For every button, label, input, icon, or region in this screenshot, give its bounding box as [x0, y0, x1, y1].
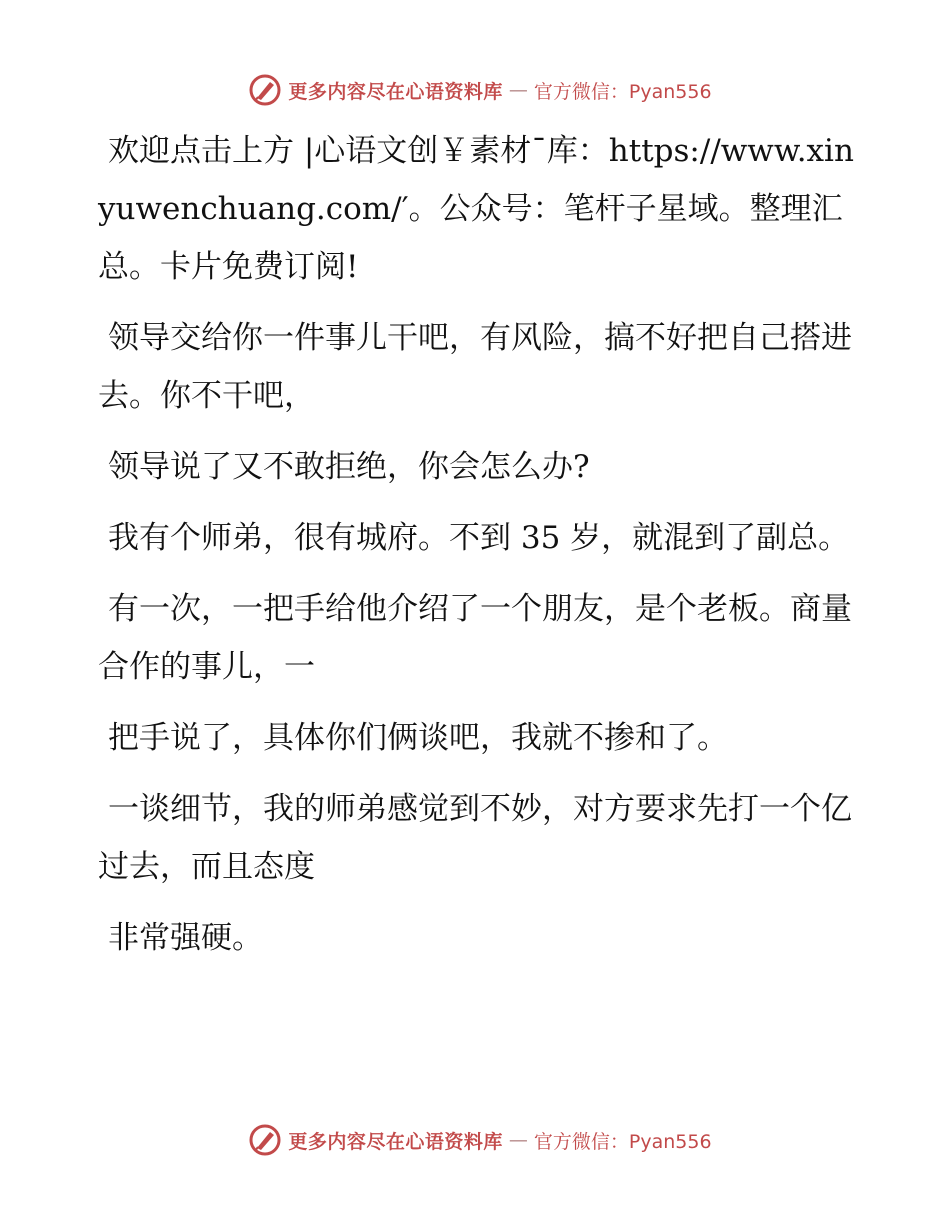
document-body — [98, 122, 858, 980]
footer-banner — [0, 1120, 950, 1160]
footer-banner-text: 更多内容尽在心语资料库 — [288, 1130, 503, 1153]
footer-banner-separator: — — [508, 1129, 528, 1151]
feather-pen-logo-icon — [248, 1123, 282, 1157]
header-banner-inner — [238, 73, 711, 107]
footer-banner-inner — [238, 1123, 711, 1157]
paragraph: 非常强硬。 — [108, 920, 263, 956]
header-banner-text: 更多内容尽在心语资料库 — [288, 80, 503, 103]
header-banner-separator: — — [508, 79, 528, 101]
header-banner-wechat: 官方微信：Pyan556 — [533, 80, 712, 103]
paragraph: 领导说了又不敢拒绝，你会怎么办? — [108, 449, 590, 485]
paragraph: 领导交给你一件事儿干吧，有风险，搞不好把自己搭进去。你不干吧， — [98, 320, 852, 414]
header-banner — [0, 70, 950, 110]
footer-banner-wechat: 官方微信：Pyan556 — [533, 1130, 712, 1153]
paragraph: 一谈细节，我的师弟感觉到不妙，对方要求先打一个亿过去，而且态度 — [98, 791, 852, 885]
paragraph: 有一次，一把手给他介绍了一个朋友，是个老板。商量合作的事儿，一 — [98, 591, 852, 685]
paragraph: 我有个师弟，很有城府。不到 35 岁，就混到了副总。 — [108, 520, 850, 556]
feather-pen-logo-icon — [248, 73, 282, 107]
paragraph: 把手说了，具体你们俩谈吧，我就不掺和了。 — [108, 720, 728, 756]
paragraph: 欢迎点击上方 |心语文创￥素材¯库：https://www.xinyuwenchuang.com/′。公众号：笔杆子星域。整理汇总。卡片免费订阅! — [98, 133, 854, 285]
